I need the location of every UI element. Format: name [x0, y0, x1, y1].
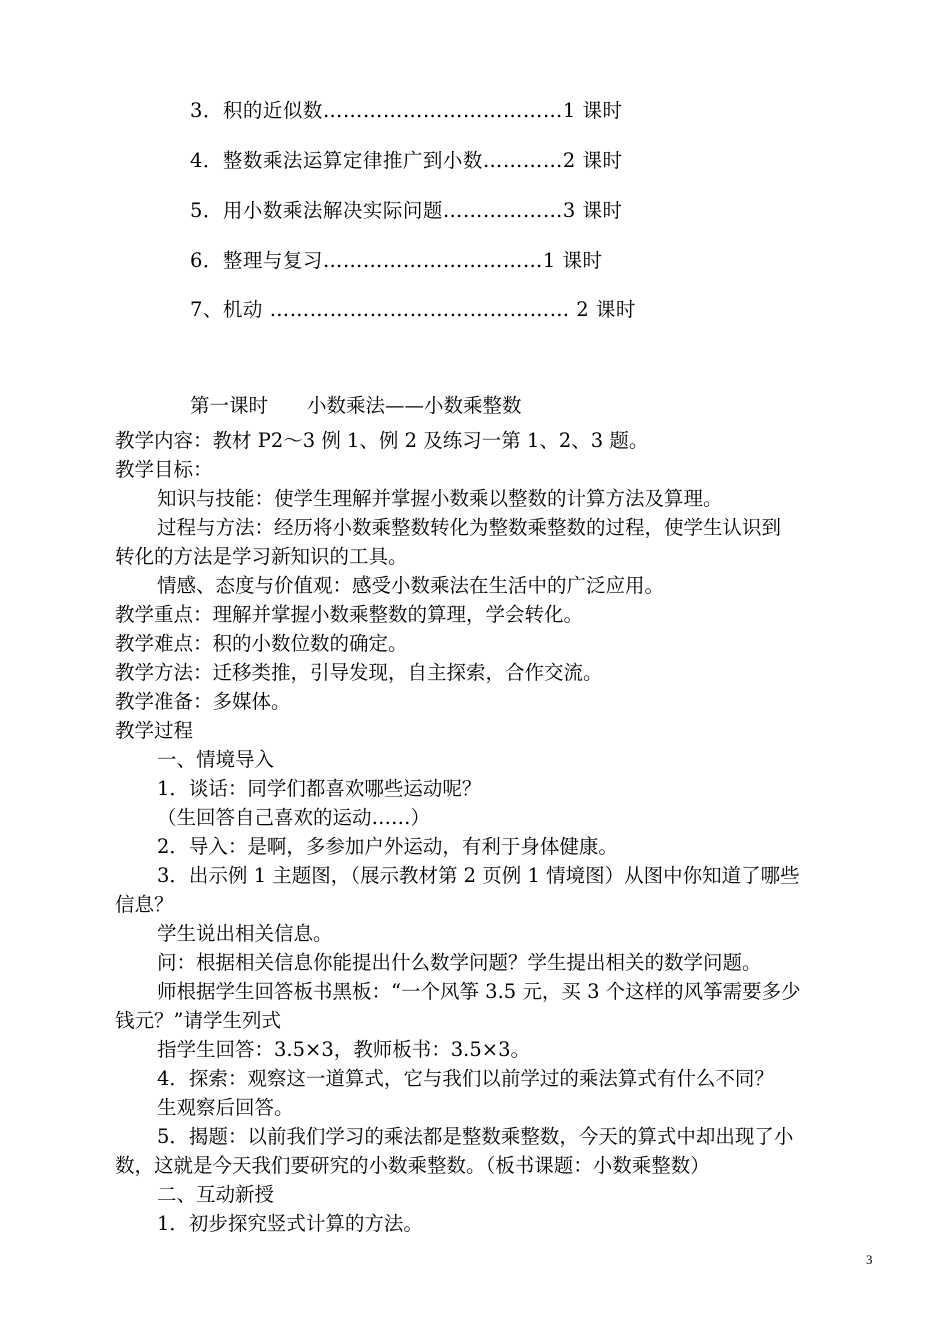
section-2-heading: 二、互动新授: [157, 1183, 275, 1206]
teaching-content: 教学内容：教材 P2～3 例 1、例 2 及练习一第 1、2、3 题。: [115, 429, 649, 452]
toc-line-6: 6．整理与复习……………………………1 课时: [190, 249, 603, 272]
goal-emotion: 情感、态度与价值观：感受小数乘法在生活中的广泛应用。: [157, 574, 665, 597]
toc-line-3: 3．积的近似数………………………………1 课时: [190, 99, 623, 122]
toc-line-7: 7、机动 ……………………………………… 2 课时: [190, 298, 636, 321]
teaching-process-heading: 教学过程: [115, 719, 194, 742]
goal-knowledge: 知识与技能：使学生理解并掌握小数乘以整数的计算方法及算理。: [157, 487, 723, 510]
step-1-answer: （生回答自己喜欢的运动……）: [157, 806, 431, 829]
section-2-step-1: 1．初步探究竖式计算的方法。: [157, 1212, 423, 1235]
goal-process: 过程与方法：经历将小数乘整数转化为整数乘整数的过程，使学生认识到: [157, 516, 782, 539]
step-3-student: 学生说出相关信息。: [157, 922, 333, 945]
step-3-board-cont: 钱元？”请学生列式: [115, 1009, 281, 1032]
step-3-board: 师根据学生回答板书黑板：“一个风筝 3.5 元，买 3 个这样的风筝需要多少: [157, 980, 801, 1003]
step-3-question: 问：根据相关信息你能提出什么数学问题？学生提出相关的数学问题。: [157, 951, 762, 974]
step-2: 2．导入：是啊，多参加户外运动，有利于身体健康。: [157, 835, 618, 858]
step-5-cont: 数，这就是今天我们要研究的小数乘整数。（板书课题：小数乘整数）: [115, 1154, 710, 1177]
page-number: 3: [866, 1252, 873, 1267]
step-3: 3．出示例 1 主题图，（展示教材第 2 页例 1 情境图）从图中你知道了哪些: [157, 864, 800, 887]
key-point: 教学重点：理解并掌握小数乘整数的算理，学会转化。: [115, 603, 584, 626]
step-3-answer: 指学生回答：3.5×3，教师板书：3.5×3。: [157, 1038, 531, 1061]
teaching-goals-heading: 教学目标：: [115, 458, 213, 481]
step-4-answer: 生观察后回答。: [157, 1096, 294, 1119]
toc-line-5: 5．用小数乘法解决实际问题………………3 课时: [190, 199, 623, 222]
step-1: 1．谈话：同学们都喜欢哪些运动呢？: [157, 777, 482, 800]
step-5: 5．揭题：以前我们学习的乘法都是整数乘整数，今天的算式中却出现了小: [157, 1125, 794, 1148]
section-1-heading: 一、情境导入: [157, 748, 275, 771]
lesson-title: 第一课时 小数乘法——小数乘整数: [190, 394, 522, 417]
toc-line-4: 4．整数乘法运算定律推广到小数…………2 课时: [190, 149, 623, 172]
step-4: 4．探索：观察这一道算式，它与我们以前学过的乘法算式有什么不同？: [157, 1067, 774, 1090]
step-3-cont: 信息？: [115, 893, 174, 916]
goal-process-cont: 转化的方法是学习新知识的工具。: [115, 545, 408, 568]
teaching-prep: 教学准备：多媒体。: [115, 690, 291, 713]
teaching-method: 教学方法：迁移类推，引导发现，自主探索，合作交流。: [115, 661, 603, 684]
difficult-point: 教学难点：积的小数位数的确定。: [115, 632, 408, 655]
